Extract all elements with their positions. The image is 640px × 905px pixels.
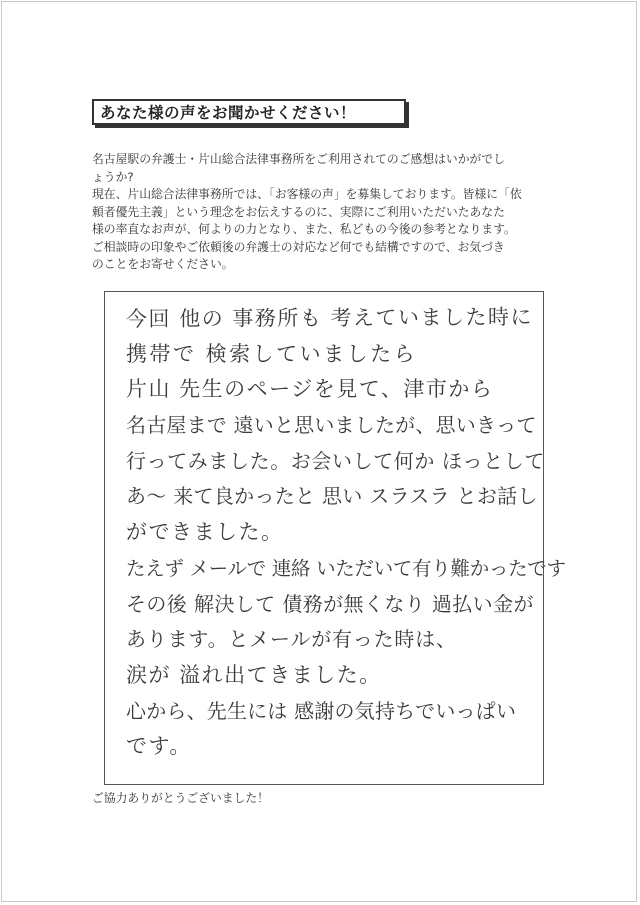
intro-line: ご相談時の印象やご依頼後の弁護士の対応など何でも結構ですので、お気づき: [92, 239, 505, 254]
handwritten-line: 名古屋まで 遠いと思いましたが、思いきって: [126, 413, 537, 438]
handwritten-line: 片山 先生のページを見て、津市から: [126, 377, 494, 402]
intro-line: ょうか?: [92, 169, 134, 184]
intro-line: 様の率直なお声が、何よりの力となり、また、私どもの今後の参考となります。: [92, 222, 516, 236]
handwritten-line: あります。とメールが有った時は、: [126, 627, 457, 652]
handwritten-line: です。: [126, 734, 192, 759]
handwritten-line: 心から、先生には 感謝の気持ちでいっぱい: [126, 698, 517, 723]
handwritten-line: ができました。: [126, 520, 284, 545]
intro-line: のことをお寄せください。: [92, 257, 234, 271]
intro-text: [92, 151, 562, 274]
heading-box: [92, 99, 406, 125]
handwritten-line: あ～ 来て良かったと 思い スラスラ とお話し: [126, 484, 538, 509]
handwritten-line: 行ってみました。お会いして何か ほっとして: [126, 448, 545, 473]
handwritten-response: [125, 301, 566, 765]
handwritten-line: 携帯で 検索していましたら: [126, 341, 418, 366]
handwritten-line: その後 解決して 債務が無くなり 過払い金が: [126, 591, 534, 616]
intro-line: 頼者優先主義」という理念をお伝えするのに、実際にご利用いただいたあなた: [92, 204, 505, 219]
intro-line: 現在、片山総合法律事務所では、「お客様の声」を募集しております。皆様に「依: [92, 187, 522, 201]
handwritten-line: たえず メールで 連絡 いただいて有り難かったです: [126, 556, 566, 580]
intro-line: 名古屋駅の弁護士・片山総合法律事務所をご利用されてのご感想はいかがでし: [92, 152, 505, 166]
handwritten-line: 今回 他の 事務所も 考えていました時に: [125, 304, 534, 332]
page-title: あなた様の声をお聞かせください！: [100, 104, 357, 122]
handwritten-line: 涙が 溢れ出てきました。: [126, 662, 382, 687]
footer-thanks: ご協力ありがとうございました！: [92, 791, 269, 805]
